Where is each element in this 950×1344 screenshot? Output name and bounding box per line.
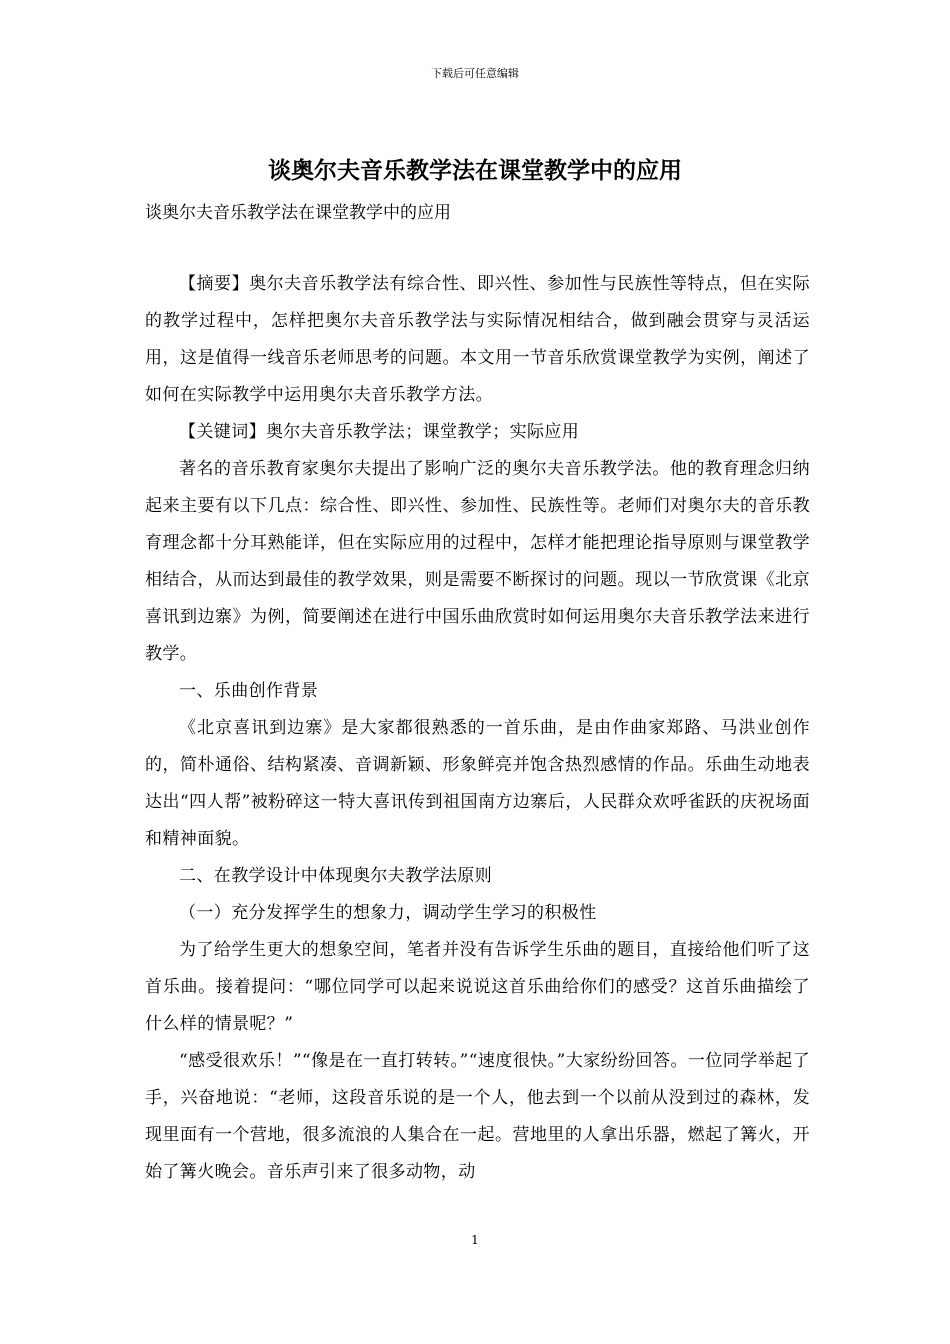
- background-paragraph: 《北京喜讯到边寨》是大家都很熟悉的一首乐曲，是由作曲家郑路、马洪业创作的，简朴通俗、结构紧凑、音调新颖、形象鲜亮并饱含热烈感情的作品。乐曲生动地表达出“四人帮”被粉碎这一特大喜讯传到祖国南方边寨后，人民群众欢呼雀跃的庆祝场面和精神面貌。: [145, 718, 810, 849]
- document-title: 谈奥尔夫音乐教学法在课堂教学中的应用: [268, 157, 682, 184]
- intro-paragraph: 著名的音乐教育家奥尔夫提出了影响广泛的奥尔夫音乐教学法。他的教育理念归纳起来主要有以下几点：综合性、即兴性、参加性、民族性等。老师们对奥尔夫的音乐教育理念都十分耳熟能详，但在实际应用的过程中，怎样才能把理论指导原则与课堂教学相结合，从而达到最佳的教学效果，则是需要不断探讨的问题。现以一节欣赏课《北京喜讯到边寨》为例，简要阐述在进行中国乐曲欣赏时如何运用奥尔夫音乐教学法来进行教学。: [145, 459, 810, 664]
- document-subtitle: 谈奥尔夫音乐教学法在课堂教学中的应用: [145, 203, 451, 223]
- page-number: 1: [471, 1233, 479, 1247]
- abstract-paragraph: 【摘要】奥尔夫音乐教学法有综合性、即兴性、参加性与民族性等特点，但在实际的教学过程中，怎样把奥尔夫音乐教学法与实际情况相结合，做到融会贯穿与灵活运用，这是值得一线音乐老师思考的问题。本文用一节音乐欣赏课堂教学为实例，阐述了如何在实际教学中运用奥尔夫音乐教学方法。: [145, 274, 810, 405]
- keywords-paragraph: 【关键词】奥尔夫音乐教学法；课堂教学；实际应用: [179, 422, 580, 442]
- section-heading-principles: 二、在教学设计中体现奥尔夫教学法原则: [179, 866, 493, 886]
- imagination-paragraph: 为了给学生更大的想象空间，笔者并没有告诉学生乐曲的题目，直接给他们听了这首乐曲。接着提问：“哪位同学可以起来说说这首乐曲给你们的感受？这首乐曲描绘了什么样的情景呢？”: [145, 940, 810, 1034]
- student-responses-paragraph: “感受很欢乐！”“像是在一直打转转。”“速度很快。”大家纷纷回答。一位同学举起了手，兴奋地说：“老师，这段音乐说的是一个人，他去到一个以前从没到过的森林，发现里面有一个营地，很多流浪的人集合在一起。营地里的人拿出乐器，燃起了篝火，开始了篝火晚会。音乐声引来了很多动物，动: [145, 1051, 810, 1182]
- page-header-note: 下载后可任意编辑: [431, 67, 519, 80]
- document-body: [145, 266, 810, 1191]
- subsection-heading-imagination: （一）充分发挥学生的想象力，调动学生学习的积极性: [179, 903, 597, 923]
- section-heading-background: 一、乐曲创作背景: [179, 681, 319, 701]
